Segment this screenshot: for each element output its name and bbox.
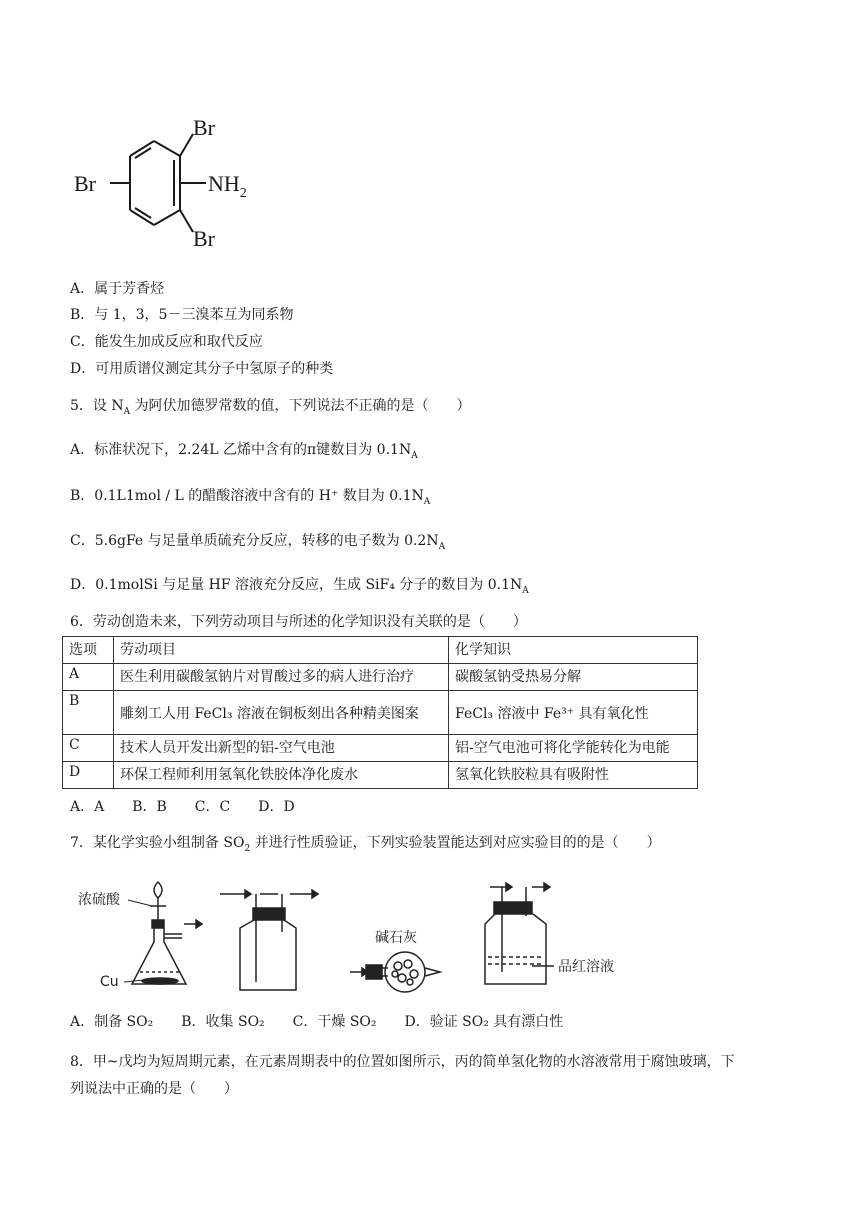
q4-option-d: D．可用质谱仪测定其分子中氢原子的种类 [70,361,334,377]
table-cell: 技术人员开发出新型的铝-空气电池 [114,735,449,762]
q5-option-b: B．0.1L1mol / L 的醋酸溶液中含有的 H⁺ 数目为 $0.1N_A$ [70,488,431,507]
q4-option-b: B．与 1，3，5－三溴苯互为同系物 [70,307,294,323]
q6-stem: 6．劳动创造未来，下列劳动项目与所述的化学知识没有关联的是（ ） [70,614,527,630]
cu-label: Cu [100,974,119,990]
table-cell: A [63,664,114,691]
table-cell: 氢氧化铁胶粒具有吸附性 [449,762,698,789]
q6-answers: A．A B．B C．C D．D [70,799,295,815]
tribromoaniline-structure [60,108,300,258]
q8-line2: 列说法中正确的是（ ） [70,1081,238,1097]
table-header-row [63,637,698,664]
q8-line1: 8．甲~戊均为短周期元素，在元素周期表中的位置如图所示，丙的简单氢化物的水溶液常用于腐蚀玻璃，下 [70,1054,735,1070]
table-cell: 医生利用碳酸氢钠片对胃酸过多的病人进行治疗 [114,664,449,691]
conc-acid-label: 浓硫酸 [78,892,120,908]
table-cell: B [63,691,114,735]
table-row [63,762,698,789]
table-cell: 环保工程师利用氢氧化铁胶体净化废水 [114,762,449,789]
header-labor: 劳动项目 [114,637,449,664]
br-left-label: Br [74,171,96,196]
table-cell: C [63,735,114,762]
q4-option-c: C．能发生加成反应和取代反应 [70,334,263,350]
q7-options: A．制备 SO₂ B．收集 SO₂ C．干燥 SO₂ D．验证 SO₂ 具有漂白性 [70,1014,564,1030]
table-row [63,735,698,762]
q5-option-d: D．0.1molSi 与足量 HF 溶液充分反应，生成 SiF₄ 分子的数目为 $0.1N_A$ [70,577,529,596]
table-cell: 铝-空气电池可将化学能转化为电能 [449,735,698,762]
q5-option-a: A．标准状况下，2.24L 乙烯中含有的π键数目为 $0.1N_A$ [70,442,418,461]
q6-table [62,636,698,789]
table-cell: D [63,762,114,789]
q7-stem: 7．某化学实验小组制备 $SO_2$ 并进行性质验证，下列实验装置能达到对应实验目的的是（ ） [70,835,661,854]
q5-option-c: C．5.6gFe 与足量单质硫充分反应，转移的电子数为 $0.2N_A$ [70,533,446,552]
header-option: 选项 [63,637,114,664]
nh2-label: $NH_2$ [208,171,247,201]
br-top-label: Br [193,115,215,140]
q4-option-a: A．属于芳香烃 [70,281,165,297]
q5-stem: 5．设 $N_A$ 为阿伏加德罗常数的值，下列说法不正确的是（ ） [70,398,471,417]
table-cell: 碳酸氢钠受热易分解 [449,664,698,691]
apparatus-figure [70,872,660,1002]
fuchsin-label: 品红溶液 [558,959,614,975]
soda-lime-label: 碱石灰 [375,930,417,946]
br-bottom-label: Br [193,226,215,251]
table-row [63,691,698,735]
table-cell: FeCl₃ 溶液中 Fe³⁺ 具有氧化性 [449,691,698,735]
table-cell: 雕刻工人用 FeCl₃ 溶液在铜板刻出各种精美图案 [114,691,449,735]
header-chem: 化学知识 [449,637,698,664]
table-row [63,664,698,691]
